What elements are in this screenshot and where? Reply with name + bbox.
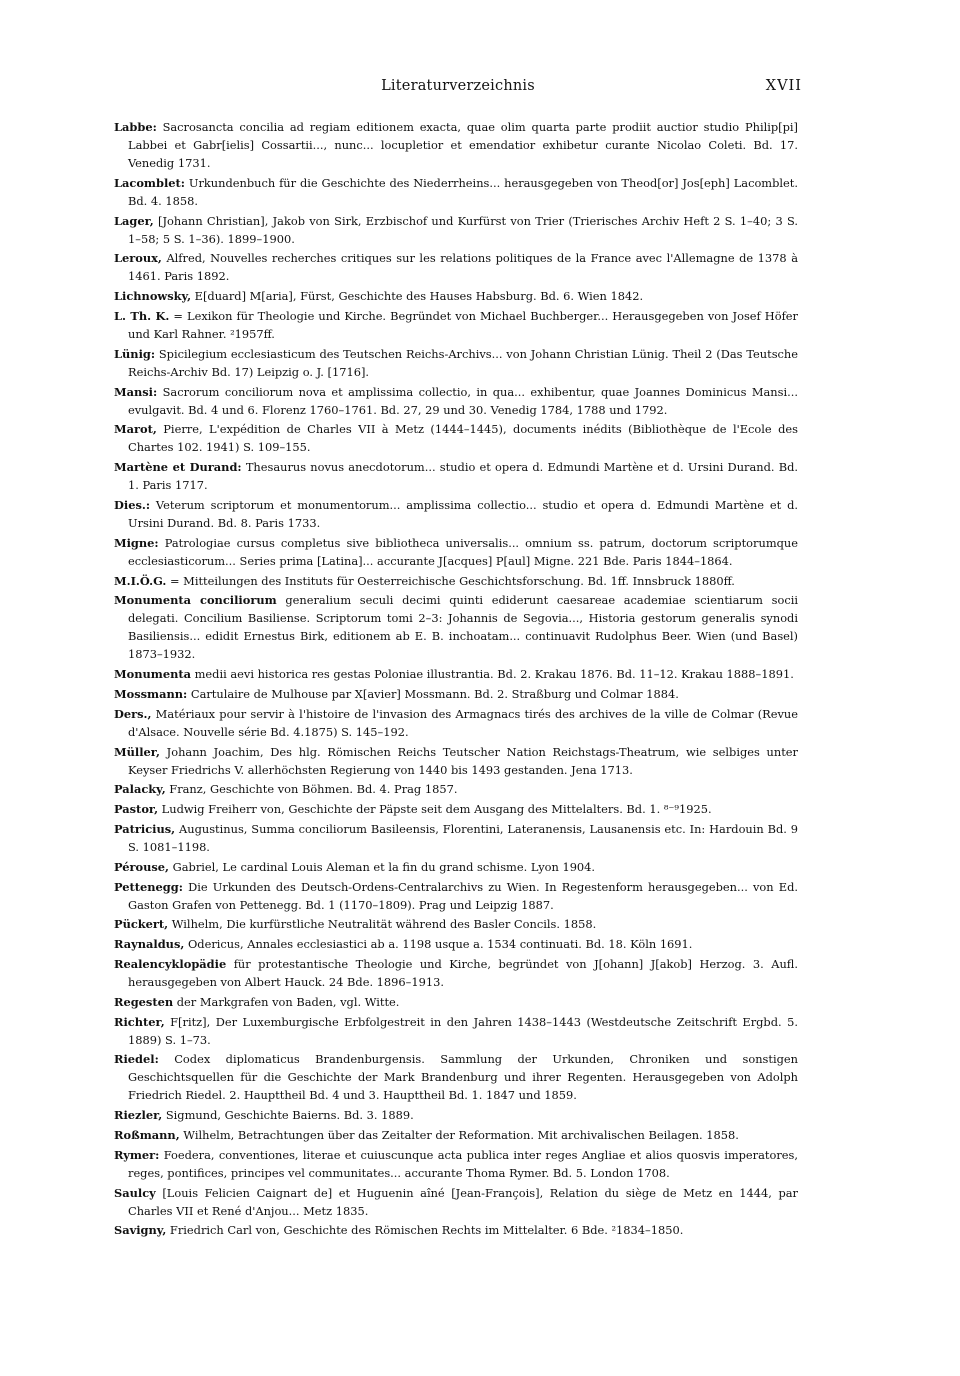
entry-text: Cartulaire de Mulhouse par X[avier] Mossmann. Bd. 2. Straßburg und Colmar 1884. bbox=[187, 686, 679, 701]
entry-author: Ders., bbox=[114, 706, 152, 721]
entry-author: Savigny, bbox=[114, 1223, 167, 1238]
entry-author: Lager, bbox=[114, 213, 154, 228]
bibliography-entry bbox=[114, 1126, 798, 1144]
entry-author: Pettenegg: bbox=[114, 879, 183, 894]
entry-author: Pastor, bbox=[114, 802, 159, 817]
bibliography-entry bbox=[114, 685, 798, 703]
entry-text: F[ritz], Der Luxemburgische Erbfolgestreit in den Jahren 1438–1443 (Westdeutsche Zeitschrift Ergbd. 5. 1889) S. 1–73. bbox=[128, 1014, 798, 1047]
entry-author: Marot, bbox=[114, 422, 157, 437]
entry-author: M.I.Ö.G. bbox=[114, 573, 167, 588]
bibliography-entry bbox=[114, 858, 798, 876]
bibliography-entry bbox=[114, 118, 798, 172]
bibliography-entry bbox=[114, 878, 798, 914]
bibliography-entry bbox=[114, 534, 798, 570]
entry-author: Monumenta bbox=[114, 667, 191, 682]
entry-text: E[duard] M[aria], Fürst, Geschichte des Hauses Habsburg. Bd. 6. Wien 1842. bbox=[191, 289, 644, 304]
entry-author: Martène et Durand: bbox=[114, 460, 242, 475]
bibliography-entry bbox=[114, 780, 798, 798]
running-title: Literaturverzeichnis bbox=[381, 78, 535, 94]
entry-text: Codex diplomaticus Brandenburgensis. Sammlung der Urkunden, Chroniken und sonstigen Geschichtsquellen für die Geschichte der Mark Brandenburg und ihrer Regenten. Herausgegeben von Adolph Friedrich Riedel. 2. Haupttheil Bd. 4 und 3. Haupttheil Bd. 1. 1847 und 1859. bbox=[128, 1052, 798, 1103]
entry-text: Sigmund, Geschichte Baierns. Bd. 3. 1889. bbox=[162, 1108, 414, 1123]
entry-text: = Mitteilungen des Instituts für Oesterreichische Geschichtsforschung. Bd. 1ff. Innsbruck 1880ff. bbox=[166, 573, 735, 588]
bibliography-entry bbox=[114, 1221, 798, 1239]
entry-text: Wilhelm, Betrachtungen über das Zeitalter der Reformation. Mit archivalischen Beilagen. 1858. bbox=[179, 1127, 739, 1142]
bibliography-entry bbox=[114, 1106, 798, 1124]
bibliography-entry bbox=[114, 496, 798, 532]
bibliography-entry bbox=[114, 665, 798, 683]
entry-author: Leroux, bbox=[114, 251, 162, 266]
page-number: XVII bbox=[765, 78, 802, 94]
entry-text: für protestantische Theologie und Kirche, begründet von J[ohann] J[akob] Herzog. 3. Aufl. herausgegeben von Albert Hauck. 24 Bde. 1896–1913. bbox=[128, 956, 798, 989]
entry-author: Monumenta conciliorum bbox=[114, 593, 277, 608]
entry-text: Spicilegium ecclesiasticum des Teutschen Reichs-Archivs... von Johann Christian Lünig. Theil 2 (Das Teutsche Reichs-Archiv Bd. 17) Leipzig o. J. [1716]. bbox=[128, 346, 798, 379]
entry-text: Sacrorum conciliorum nova et amplissima collectio, in qua... exhibentur, quae Joannes Dominicus Mansi... evulgavit. Bd. 4 und 6. Florenz 1760–1761. Bd. 27, 29 und 30. Venedig 1784, 1788 und 1792. bbox=[128, 384, 798, 417]
entry-author: Patricius, bbox=[114, 821, 176, 836]
entry-text: Matériaux pour servir à l'histoire de l'invasion des Armagnacs tirés des archives de la ville de Colmar (Revue d'Alsace. Nouvelle série Bd. 4.1875) S. 145–192. bbox=[128, 706, 798, 739]
entry-text: Thesaurus novus anecdotorum... studio et opera d. Edmundi Martène et d. Ursini Durand. Bd. 1. Paris 1717. bbox=[128, 460, 798, 493]
entry-text: Die Urkunden des Deutsch-Ordens-Centralarchivs zu Wien. In Regestenform herausgegeben... von Ed. Gaston Grafen von Pettenegg. Bd. 1 (1170–1809). Prag und Leipzig 1887. bbox=[128, 879, 798, 912]
entry-text: Sacrosancta concilia ad regiam editionem exacta, quae olim quarta parte prodiit auctior studio Philip[pi] Labbei et Gabr[ielis] Cossartii..., nunc... locupletior et emendatior exhibetur curante Nicolao Coleti. Bd. 17. Venedig 1731. bbox=[128, 120, 798, 170]
bibliography-entry bbox=[114, 1013, 798, 1049]
entry-text: Wilhelm, Die kurfürstliche Neutralität während des Basler Concils. 1858. bbox=[168, 917, 597, 932]
entry-author: Mossmann: bbox=[114, 686, 188, 701]
bibliography-entry bbox=[114, 993, 798, 1011]
entry-author: Regesten bbox=[114, 994, 174, 1009]
entry-author: Migne: bbox=[114, 535, 159, 550]
bibliography-entry bbox=[114, 345, 798, 381]
bibliography-entry bbox=[114, 458, 798, 494]
entry-author: Rymer: bbox=[114, 1147, 160, 1162]
entry-text: = Lexikon für Theologie und Kirche. Begründet von Michael Buchberger... Herausgegeben von Josef Höfer und Karl Rahner. ²1957ff. bbox=[128, 308, 798, 341]
bibliography-entry bbox=[114, 820, 798, 856]
entry-text: [Louis Felicien Caignart de] et Huguenin aîné [Jean-François], Relation du siège de Metz en 1444, par Charles VII et René d'Anjou... Metz 1835. bbox=[128, 1185, 798, 1218]
page-header bbox=[114, 78, 802, 102]
bibliography-entry bbox=[114, 591, 798, 663]
entry-text: Augustinus, Summa conciliorum Basileensis, Florentini, Lateranensis, Lausanensis etc. In: Hardouin Bd. 9 S. 1081–1198. bbox=[128, 821, 798, 854]
bibliography-entry bbox=[114, 287, 798, 305]
bibliography-entry bbox=[114, 743, 798, 779]
entry-author: Raynaldus, bbox=[114, 937, 185, 952]
entry-text: Franz, Geschichte von Böhmen. Bd. 4. Prag 1857. bbox=[165, 782, 458, 797]
bibliography-entry bbox=[114, 572, 798, 590]
entry-text: Veterum scriptorum et monumentorum... amplissima collectio... studio et opera d. Edmundi Martène et d. Ursini Durand. Bd. 8. Paris 1733. bbox=[128, 497, 798, 530]
bibliography-entry bbox=[114, 1184, 798, 1220]
entry-author: Pérouse, bbox=[114, 859, 170, 874]
bibliography-entry bbox=[114, 1146, 798, 1182]
entry-author: Labbe: bbox=[114, 120, 157, 134]
entry-text: Foedera, conventiones, literae et cuiuscunque acta publica inter reges Angliae et alios quosvis imperatores, reges, pontifices, principes vel communitates... accurante Thoma Rymer. Bd. 5. London 1708. bbox=[128, 1147, 798, 1180]
entry-author: Saulcy bbox=[114, 1185, 156, 1200]
entry-text: Ludwig Freiherr von, Geschichte der Päpste seit dem Ausgang des Mittelalters. Bd. 1. ⁸⁻⁹1925. bbox=[158, 802, 712, 817]
bibliography-entry bbox=[114, 420, 798, 456]
entry-author: Lünig: bbox=[114, 346, 156, 361]
entry-author: Pückert, bbox=[114, 917, 169, 932]
entry-author: Müller, bbox=[114, 744, 160, 759]
bibliography-entry bbox=[114, 383, 798, 419]
entry-author: Roßmann, bbox=[114, 1127, 180, 1142]
entry-author: Lichnowsky, bbox=[114, 289, 192, 304]
entry-author: Mansi: bbox=[114, 384, 158, 399]
bibliography-entry bbox=[114, 935, 798, 953]
bibliography-entry bbox=[114, 212, 798, 248]
entry-author: Lacomblet: bbox=[114, 175, 185, 190]
entry-text: Friedrich Carl von, Geschichte des Römischen Rechts im Mittelalter. 6 Bde. ²1834–1850. bbox=[166, 1223, 684, 1238]
entry-text: Alfred, Nouvelles recherches critiques sur les relations politiques de la France avec l'Allemagne de 1378 à 1461. Paris 1892. bbox=[128, 251, 798, 284]
entry-text: Gabriel, Le cardinal Louis Aleman et la fin du grand schisme. Lyon 1904. bbox=[169, 859, 596, 874]
bibliography-entry bbox=[114, 915, 798, 933]
bibliography-entry bbox=[114, 174, 798, 210]
entry-text: [Johann Christian], Jakob von Sirk, Erzbischof und Kurfürst von Trier (Trierisches Archiv Heft 2 S. 1–40; 3 S. 1–58; 5 S. 1–36). 1899–1900. bbox=[128, 213, 798, 246]
bibliography-entry bbox=[114, 1050, 798, 1104]
entry-author: Dies.: bbox=[114, 497, 151, 512]
bibliography-entry bbox=[114, 307, 798, 343]
entry-text: medii aevi historica res gestas Poloniae illustrantia. Bd. 2. Krakau 1876. Bd. 11–12. Krakau 1888–1891. bbox=[191, 667, 794, 682]
entry-author: Palacky, bbox=[114, 782, 166, 797]
bibliography-entry bbox=[114, 955, 798, 991]
bibliography-entry bbox=[114, 249, 798, 285]
entry-author: L. Th. K. bbox=[114, 308, 170, 323]
entry-text: Johann Joachim, Des hlg. Römischen Reichs Teutscher Nation Reichstags-Theatrum, wie selbiges unter Keyser Friedrichs V. allerhöchsten Regierung von 1440 bis 1493 gestanden. Jena 1713. bbox=[128, 744, 798, 777]
entry-text: Pierre, L'expédition de Charles VII à Metz (1444–1445), documents inédits (Bibliothèque de l'Ecole des Chartes 102. 1941) S. 109–155. bbox=[128, 422, 798, 455]
entry-author: Realencyklopädie bbox=[114, 956, 227, 971]
entry-text: der Markgrafen von Baden, vgl. Witte. bbox=[173, 994, 400, 1009]
entry-text: Urkundenbuch für die Geschichte des Niederrheins... herausgegeben von Theod[or] Jos[eph] Lacomblet. Bd. 4. 1858. bbox=[128, 175, 798, 208]
entry-text: Patrologiae cursus completus sive bibliotheca universalis... omnium ss. patrum, doctorum scriptorumque ecclesiasticorum... Series prima [Latina]... accurante J[acques] P[aul] Migne. 221 Bde. Paris 1844–1864. bbox=[128, 535, 798, 568]
bibliography-entry bbox=[114, 705, 798, 741]
entry-author: Richter, bbox=[114, 1014, 165, 1029]
entry-author: Riezler, bbox=[114, 1108, 163, 1123]
bibliography-entry bbox=[114, 800, 798, 818]
entry-text: Odericus, Annales ecclesiastici ab a. 1198 usque a. 1534 continuati. Bd. 18. Köln 1691. bbox=[184, 937, 693, 952]
bibliography-list bbox=[114, 118, 798, 1241]
entry-author: Riedel: bbox=[114, 1052, 159, 1067]
entry-text: generalium seculi decimi quinti ediderunt caesareae academiae scientiarum socii delegati. Concilium Basiliense. Scriptorum tomi 2–3: Johannis de Segovia..., Historia gestorum generalis synodi Basiliensis... edidit Ernestus Birk, editionem ab E. B. inchoatam... continuavit Rudolphus Beer. Wien (und Basel) 1873–1932. bbox=[128, 593, 798, 662]
